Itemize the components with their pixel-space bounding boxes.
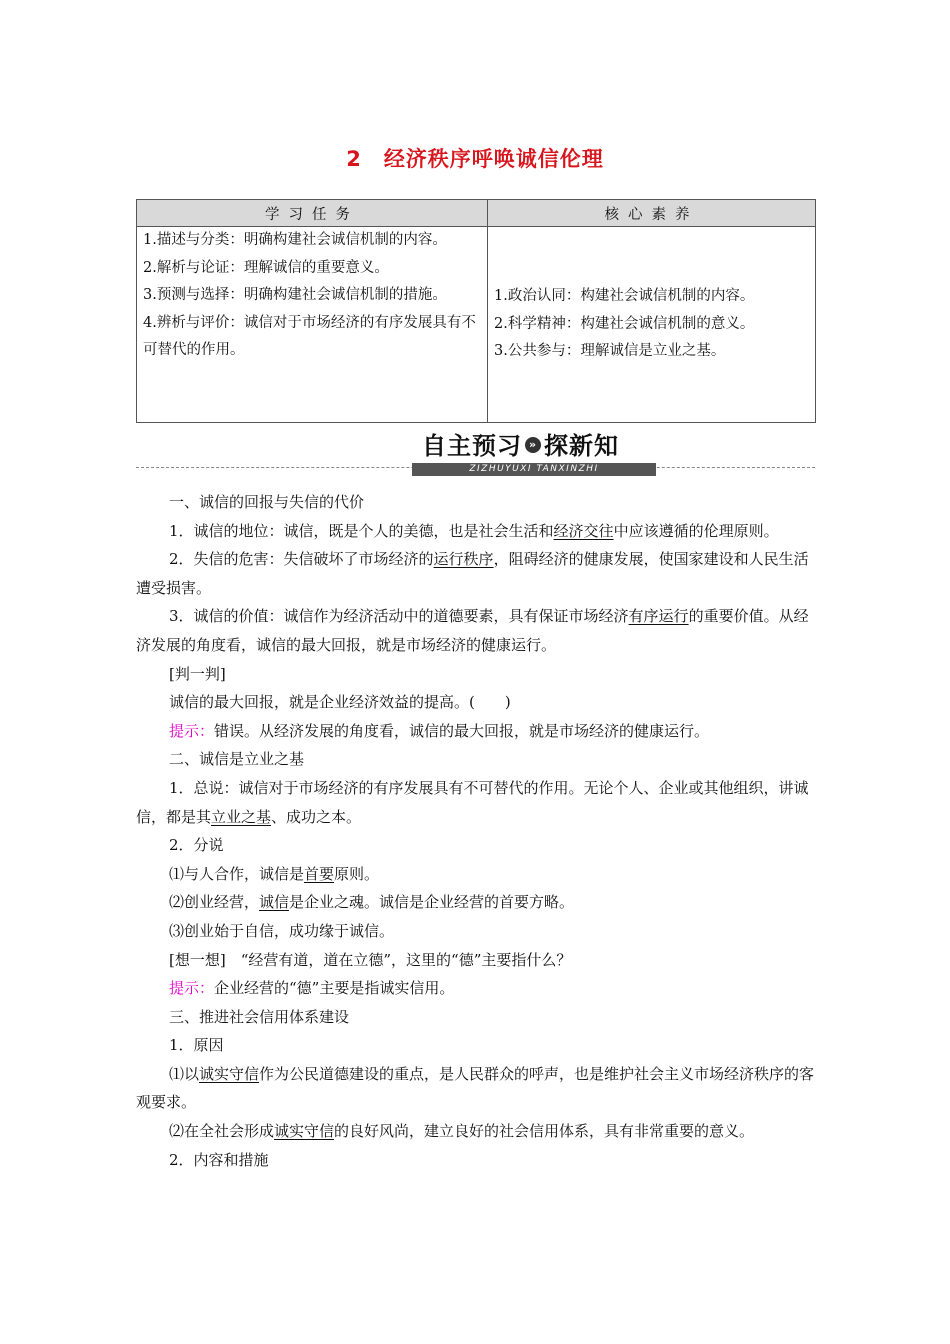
think-answer: 提示：企业经营的“德”主要是指诚实信用。 [169,979,455,998]
paragraph: ⑴与人合作，诚信是首要原则。 [169,864,380,883]
paragraph: 2．分说 [169,836,224,855]
section-heading: 三、推进社会信用体系建设 [169,1007,350,1026]
hint-label: 提示： [169,721,215,740]
lesson-number: 2 [346,147,362,171]
underlined-term: 立业之基 [211,807,272,826]
section-banner [412,430,656,476]
paragraph: 2．内容和措施 [169,1150,269,1169]
task-item: 3.预测与选择：明确构建社会诚信机制的措施。 [143,287,447,303]
paragraph: ⑶创业始于自信，成功缘于诚信。 [169,921,395,940]
hint-label: 提示： [169,979,215,998]
page-title [0,143,950,173]
task-item: 1.描述与分类：明确构建社会诚信机制的内容。 [143,232,447,248]
underlined-term: 经济交往 [553,521,614,540]
paragraph: 1．原因 [169,1036,224,1055]
banner-subtitle: ZIZHUYUXI TANXINZHI [412,463,656,476]
task-item: 4.辨析与评价：诚信对于市场经济的有序发展具有不可替代的作用。 [143,314,476,358]
paragraph: 3．诚信的价值：诚信作为经济活动中的道德要素，具有保证市场经济有序运行的重要价值。从经济发展的角度看，诚信的最大回报，就是市场经济的健康运行。 [136,607,809,654]
judge-question: 诚信的最大回报，就是企业经济效益的提高。( ) [169,693,511,712]
think-question: [想一想] “经营有道，道在立德”，这里的“德”主要指什么？ [169,950,572,969]
header-learning-tasks: 学习任务 [137,200,488,227]
competency-item: 1.政治认同：构建社会诚信机制的内容。 [494,288,755,305]
lesson-title: 经济秩序呼唤诚信伦理 [383,147,604,171]
paragraph: 1．诚信的地位：诚信，既是个人的美德，也是社会生活和经济交往中应该遵循的伦理原则。 [169,521,779,540]
underlined-term: 运行秩序 [433,550,494,569]
judge-label: [判一判] [169,664,226,683]
main-content [136,488,816,1174]
paragraph: 2．失信的危害：失信破坏了市场经济的运行秩序，阻碍经济的健康发展，使国家建设和人民生活遭受损害。 [136,550,809,597]
banner-part1: 自主预习 [422,432,522,460]
paragraph: 1．总说：诚信对于市场经济的有序发展具有不可替代的作用。无论个人、企业或其他组织，讲诚信，都是其立业之基、成功之本。 [136,778,809,826]
competency-item: 2.科学精神：构建社会诚信机制的意义。 [494,315,755,332]
underlined-term: 诚信 [259,893,290,912]
underlined-term: 诚实守信 [199,1064,260,1083]
banner-title [422,430,619,462]
learning-tasks-cell [137,227,488,423]
paragraph: ⑵创业经营，诚信是企业之魂。诚信是企业经营的首要方略。 [169,893,575,912]
paragraph: ⑴以诚实守信作为公民道德建设的重点，是人民群众的呼声，也是维护社会主义市场经济秩序的客观要求。 [136,1064,815,1112]
section-heading: 二、诚信是立业之基 [169,750,305,769]
underlined-term: 有序运行 [628,607,689,626]
header-core-competencies: 核心素养 [488,200,816,227]
banner-part2: 探新知 [544,432,619,460]
underlined-term: 首要 [304,864,335,883]
objectives-table [136,199,816,423]
arrow-icon: » [525,437,541,453]
competency-item: 3.公共参与：理解诚信是立业之基。 [494,343,726,360]
paragraph: ⑵在全社会形成诚实守信的良好风尚，建立良好的社会信用体系，具有非常重要的意义。 [169,1122,755,1141]
underlined-term: 诚实守信 [274,1122,335,1141]
competencies-cell [488,227,816,423]
judge-answer: 提示：错误。从经济发展的角度看，诚信的最大回报，就是市场经济的健康运行。 [169,721,710,740]
section-heading: 一、诚信的回报与失信的代价 [169,493,365,511]
task-item: 2.解析与论证：理解诚信的重要意义。 [143,259,389,276]
